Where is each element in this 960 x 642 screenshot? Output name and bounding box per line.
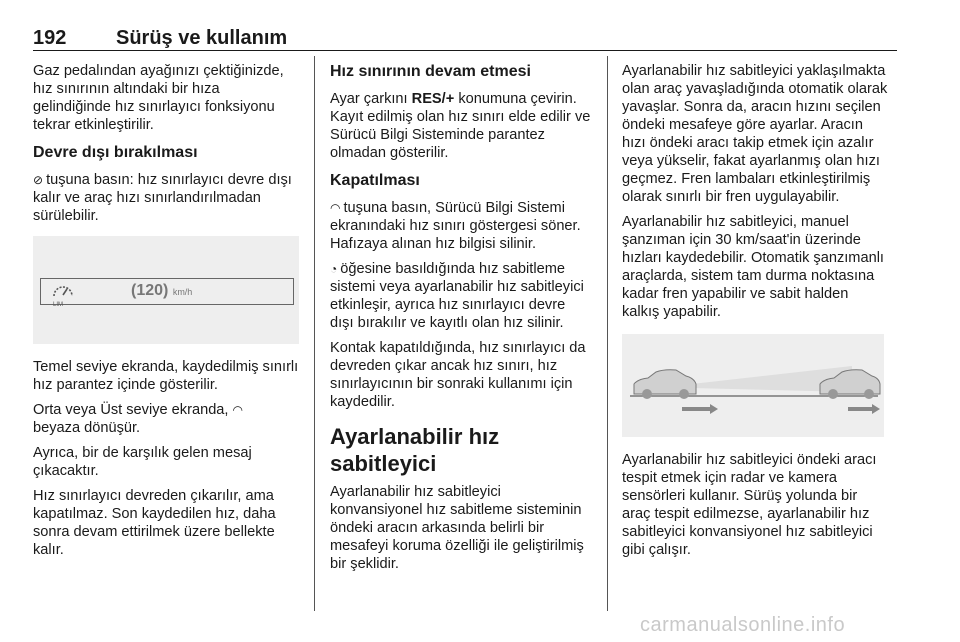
paragraph: Ayarlanabilir hız sabitleyici yaklaşılmakta olan araç yavaşladığında otomatik olarak yavaşlar. Sonra da, aracın hızını seçilen öndeki mesafeye göre ayarlar. Aracın hızı öndeki aracı takip etmek için azalır veya yükselir, fakat ayarlanmış olan hızı geçmez. Fren lambaları etkinleştirilmiş olarak sınırlı bir fren uygulayabilir. [622,63,888,205]
paragraph: Hız sınırlayıcı devreden çıkarılır, ama kapatılmaz. Son kaydedilen hız, daha sonra devam ettirilmek üzere bellekte kalır. [33,488,276,558]
motion-arrow-icon [848,404,880,414]
paragraph: Ayarlanabilir hız sabitleyici öndeki aracı tespit etmek için radar ve kamera sensörleri kullanır. Sürüş yolunda bir araç tespit edilmezse, ayarlanabilir hız sabitleyici konvansiyonel hız sabitleyici gibi çalışır. [622,452,877,558]
paragraph: Temel seviye ekranda, kaydedilmiş sınırlı hız parantez içinde gösterilir. [33,359,299,393]
section-heading-deactivate: Devre dışı bırakılması [33,144,198,161]
paragraph: ⊘ tuşuna basın: hız sınırlayıcı devre dışı kalır ve araç hızı sınırlandırılmadan sürülebilir. [33,172,292,224]
paragraph: Ayar çarkını RES/+ konumuna çevirin. Kayıt edilmiş olan hız sınırı elde edilir ve Sürücü Bilgi Sisteminde parantez olmadan gösterilir. [330,91,591,161]
column-right [622,62,888,566]
vehicle-following-diagram [622,334,884,437]
paragraph: Kontak kapatıldığında, hız sınırlayıcı da devreden çıkar ancak hız sınırı, hız sınırlayıcının bir sonraki kullanımı için kaydedilir. [330,340,586,410]
speed-limiter-icon: ◠ [232,403,244,417]
column-divider [607,56,608,611]
paragraph: Orta veya Üst seviye ekranda, ◠ beyaza dönüşür. [33,402,244,436]
section-heading-switch-off: Kapatılması [330,172,420,189]
driver-info-display [40,278,294,308]
adaptive-cruise-illustration [622,334,884,437]
speed-limiter-display-figure [33,236,299,344]
stored-speed-limit: (120) km/h [131,282,193,299]
own-car-icon [634,370,696,399]
paragraph: ◔ öğesine basıldığında hız sabitleme sistemi veya ayarlanabilir hız sabitleyici etkinleşir, ayrıca hız sınırlayıcı devre dışı bırakılır ve kayıtlı olan hız silinir. [330,261,584,331]
paragraph: Ayarlanabilir hız sabitleyici, manuel şanzıman için 30 km/saat'in üzerinde hızları kaydedebilir. Otomatik şanzımanlı araçlarda, sistem tam durma noktasına kadar fren yapabilir ve sabit halden kalkış yapabilir. [622,214,884,320]
paragraph: Ayrıca, bir de karşılık gelen mesaj çıkacaktır. [33,445,252,479]
watermark: carmanualsonline.info [640,614,846,636]
motion-arrow-icon [682,404,718,414]
cruise-control-icon: ◔ [330,262,338,276]
speed-limiter-icon: ◠ [330,201,341,215]
section-heading-resume: Hız sınırının devam etmesi [330,63,531,80]
column-left [33,62,301,566]
page-header [33,24,897,51]
limit-indicator: LIM [53,302,64,308]
page-number: 192 [33,27,67,49]
paragraph: Ayarlanabilir hız sabitleyici konvansiyonel hız sabitleme sisteminin öndeki aracın arkasında belirli bir mesafeyi koruma özelliği ile geliştirilmiş bir şeklidir. [330,484,584,572]
paragraph: Gaz pedalından ayağınızı çektiğinizde, hız sınırının altındaki bir hıza gelindiğinde hız sınırlayıcı fonksiyonu tekrar etkinleştirilir. [33,63,284,133]
column-divider [314,56,315,611]
column-middle [330,62,592,580]
speed-limiter-off-icon: ⊘ [33,173,44,187]
page-title: Sürüş ve kullanım [116,27,288,49]
paragraph: ◠ tuşuna basın, Sürücü Bilgi Sistemi ekranındaki hız sınırı göstergesi söner. Hafızaya alınan hız bilgisi silinir. [330,200,581,252]
section-heading-adaptive-cruise: Ayarlanabilir hız sabitleyici [330,424,500,476]
